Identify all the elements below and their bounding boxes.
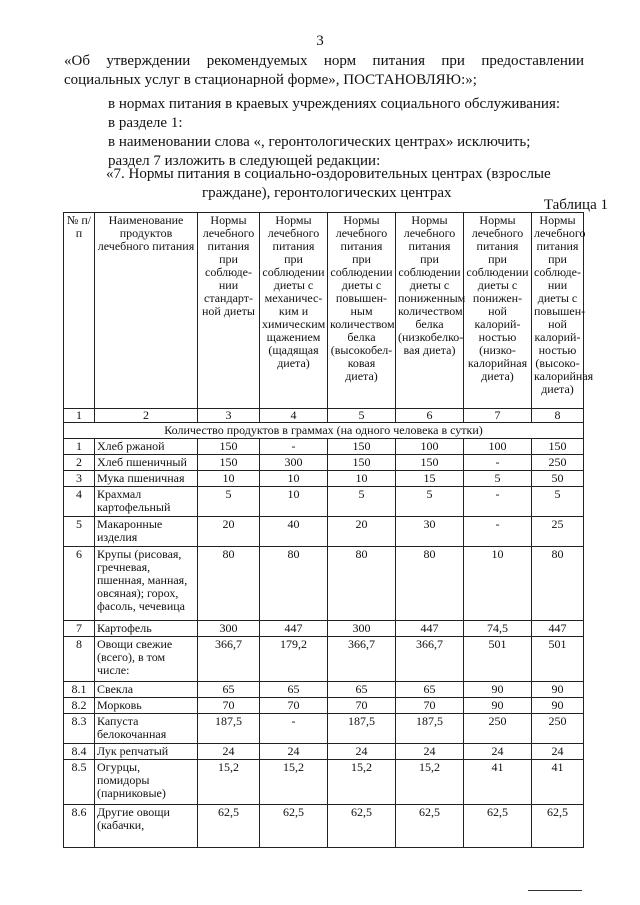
norm-value: 15 <box>396 471 464 487</box>
norm-value: 15,2 <box>328 760 396 805</box>
norm-value: 150 <box>396 455 464 471</box>
norm-value: 300 <box>260 455 328 471</box>
norm-value: 10 <box>260 487 328 517</box>
norm-value: 447 <box>260 621 328 637</box>
product-name: Крупы (рисовая, гречневая, пшенная, манная, овсяная); горох, фасоль, чечевица <box>95 547 198 621</box>
norm-value: 187,5 <box>198 714 260 744</box>
norm-value: 447 <box>532 621 584 637</box>
nutrition-norms-table <box>63 212 594 848</box>
norm-value: 41 <box>464 760 532 805</box>
norm-value: 5 <box>464 471 532 487</box>
header-cell: Нормы лечебного питания при соблюдении диеты с понижен-ной калорий-ностью (низко-калорийная диета) <box>464 213 532 409</box>
table-row <box>64 439 584 455</box>
header-cell: Нормы лечебного питания при соблюдении диеты с механичес-ким и химическим щажением (щадящая диета) <box>260 213 328 409</box>
norm-value: 24 <box>464 744 532 760</box>
product-name: Свекла <box>95 682 198 698</box>
product-name: Мука пшеничная <box>95 471 198 487</box>
row-number: 8.6 <box>64 805 95 848</box>
norm-value: 150 <box>198 439 260 455</box>
table-row <box>64 698 584 714</box>
norm-value: 24 <box>396 744 464 760</box>
norm-value: 62,5 <box>328 805 396 848</box>
product-name: Картофель <box>95 621 198 637</box>
norm-value: 150 <box>532 439 584 455</box>
norm-value: - <box>464 487 532 517</box>
intro-line-norms: в нормах питания в краевых учреждениях социального обслуживания: <box>108 96 561 112</box>
norm-value: 70 <box>328 698 396 714</box>
norm-value: 10 <box>464 547 532 621</box>
norm-value: 25 <box>532 517 584 547</box>
norm-value: 80 <box>328 547 396 621</box>
norm-value: 80 <box>260 547 328 621</box>
norm-value: 90 <box>532 682 584 698</box>
intro-line-section: в разделе 1: <box>108 115 183 131</box>
column-index: 4 <box>260 409 328 423</box>
norm-value: 366,7 <box>328 637 396 682</box>
norm-value: 70 <box>396 698 464 714</box>
norm-value: 10 <box>260 471 328 487</box>
norm-value: 300 <box>198 621 260 637</box>
norm-value: 62,5 <box>464 805 532 848</box>
intro-paragraph: «Об утверждении рекомендуемых норм питания при предоставлении социальных услуг в стационарной форме», ПОСТАНОВЛЯЮ:»; <box>64 53 584 88</box>
header-cell: Нормы лечебного питания при соблюде-нии стандарт-ной диеты <box>198 213 260 409</box>
section-heading-line2: граждане), геронтологических центрах <box>202 185 452 201</box>
norm-value: 5 <box>532 487 584 517</box>
norm-value: 30 <box>396 517 464 547</box>
product-name: Макаронные изделия <box>95 517 198 547</box>
norm-value: 10 <box>198 471 260 487</box>
norm-value: 187,5 <box>328 714 396 744</box>
norm-value: 15,2 <box>396 760 464 805</box>
norm-value: 62,5 <box>532 805 584 848</box>
row-number: 8.2 <box>64 698 95 714</box>
column-index-row <box>64 409 584 423</box>
product-name: Овощи свежие (всего), в том числе: <box>95 637 198 682</box>
table-row <box>64 621 584 637</box>
header-cell: Нормы лечебного питания при соблюдении диеты с повышен-ным количеством белка (высокобел-ковая диета) <box>328 213 396 409</box>
norm-value: - <box>464 455 532 471</box>
table-row <box>64 471 584 487</box>
column-index: 3 <box>198 409 260 423</box>
norm-value: 74,5 <box>464 621 532 637</box>
norm-value: 62,5 <box>260 805 328 848</box>
header-cell: № п/п <box>64 213 95 409</box>
row-number: 6 <box>64 547 95 621</box>
row-number: 8.1 <box>64 682 95 698</box>
norm-value: 80 <box>532 547 584 621</box>
column-index: 1 <box>64 409 95 423</box>
column-index: 8 <box>532 409 584 423</box>
norm-value: 70 <box>260 698 328 714</box>
row-number: 8.4 <box>64 744 95 760</box>
row-number: 5 <box>64 517 95 547</box>
table-header-row <box>64 213 584 409</box>
table-row <box>64 517 584 547</box>
norm-value: 179,2 <box>260 637 328 682</box>
norm-value: 90 <box>464 682 532 698</box>
header-cell: Нормы лечебного питания при соблюде-нии диеты с повышен-ной калорий-ностью (высоко-калорийная диета) <box>532 213 584 409</box>
header-cell: Наименование продуктов лечебного питания <box>95 213 198 409</box>
norm-value: 250 <box>532 714 584 744</box>
norm-value: - <box>260 439 328 455</box>
table-row <box>64 487 584 517</box>
norm-value: 41 <box>532 760 584 805</box>
table-row <box>64 637 584 682</box>
norm-value: 447 <box>396 621 464 637</box>
table-row <box>64 455 584 471</box>
norm-value: 24 <box>198 744 260 760</box>
norm-value: 24 <box>532 744 584 760</box>
norm-value: 501 <box>464 637 532 682</box>
norm-value: 150 <box>198 455 260 471</box>
norm-value: 5 <box>396 487 464 517</box>
norm-value: 250 <box>532 455 584 471</box>
product-name: Огурцы, помидоры (парниковые) <box>95 760 198 805</box>
norm-value: 20 <box>328 517 396 547</box>
norm-value: 24 <box>328 744 396 760</box>
table-row <box>64 805 584 848</box>
norm-value: 65 <box>328 682 396 698</box>
norm-value: 10 <box>328 471 396 487</box>
row-number: 2 <box>64 455 95 471</box>
norm-value: 366,7 <box>396 637 464 682</box>
norm-value: 366,7 <box>198 637 260 682</box>
section-heading <box>106 165 596 203</box>
section-title-row <box>64 423 584 439</box>
norm-value: 65 <box>198 682 260 698</box>
footer-rule <box>528 890 582 891</box>
column-index: 7 <box>464 409 532 423</box>
norm-value: 187,5 <box>396 714 464 744</box>
norm-value: 150 <box>328 439 396 455</box>
product-name: Морковь <box>95 698 198 714</box>
norm-value: 501 <box>532 637 584 682</box>
norm-value: 250 <box>464 714 532 744</box>
norm-value: 5 <box>328 487 396 517</box>
table-body <box>64 439 584 848</box>
norm-value: 100 <box>396 439 464 455</box>
norm-value: 150 <box>328 455 396 471</box>
norm-value: 40 <box>260 517 328 547</box>
table-row <box>64 744 584 760</box>
norm-value: 80 <box>198 547 260 621</box>
norm-value: 62,5 <box>396 805 464 848</box>
row-number: 8.5 <box>64 760 95 805</box>
norm-value: 65 <box>260 682 328 698</box>
row-number: 8 <box>64 637 95 682</box>
product-name: Лук репчатый <box>95 744 198 760</box>
table-caption: Таблица 1 <box>543 197 608 213</box>
section-title: Количество продуктов в граммах (на одного человека в сутки) <box>64 423 584 439</box>
norm-value: 300 <box>328 621 396 637</box>
norm-value: 100 <box>464 439 532 455</box>
norm-value: 65 <box>396 682 464 698</box>
norm-value: 24 <box>260 744 328 760</box>
page-number: 3 <box>316 33 324 49</box>
norm-value: 90 <box>464 698 532 714</box>
row-number: 3 <box>64 471 95 487</box>
intro-line-edit: раздел 7 изложить в следующей редакции: <box>108 153 381 169</box>
product-name: Хлеб пшеничный <box>95 455 198 471</box>
norm-value: 90 <box>532 698 584 714</box>
table-row <box>64 547 584 621</box>
header-cell: Нормы лечебного питания при соблюдении диеты с пониженным количеством белка (низкобелко-вая диета) <box>396 213 464 409</box>
norm-value: 15,2 <box>260 760 328 805</box>
column-index: 5 <box>328 409 396 423</box>
column-index: 2 <box>95 409 198 423</box>
row-number: 1 <box>64 439 95 455</box>
product-name: Капуста белокочанная <box>95 714 198 744</box>
norm-value: 20 <box>198 517 260 547</box>
product-name: Другие овощи (кабачки, <box>95 805 198 848</box>
norm-value: - <box>464 517 532 547</box>
norm-value: 15,2 <box>198 760 260 805</box>
intro-line-exclude: в наименовании слова «, геронтологических центрах» исключить; <box>108 134 531 150</box>
row-number: 7 <box>64 621 95 637</box>
row-number: 8.3 <box>64 714 95 744</box>
norm-value: 62,5 <box>198 805 260 848</box>
section-heading-line1: «7. Нормы питания в социально-оздоровительных центрах (взрослые <box>106 166 551 182</box>
norm-value: 80 <box>396 547 464 621</box>
table-row <box>64 714 584 744</box>
product-name: Хлеб ржаной <box>95 439 198 455</box>
table-row <box>64 682 584 698</box>
norm-value: 50 <box>532 471 584 487</box>
column-index: 6 <box>396 409 464 423</box>
norm-value: 5 <box>198 487 260 517</box>
row-number: 4 <box>64 487 95 517</box>
norm-value: - <box>260 714 328 744</box>
product-name: Крахмал картофельный <box>95 487 198 517</box>
table-row <box>64 760 584 805</box>
norm-value: 70 <box>198 698 260 714</box>
